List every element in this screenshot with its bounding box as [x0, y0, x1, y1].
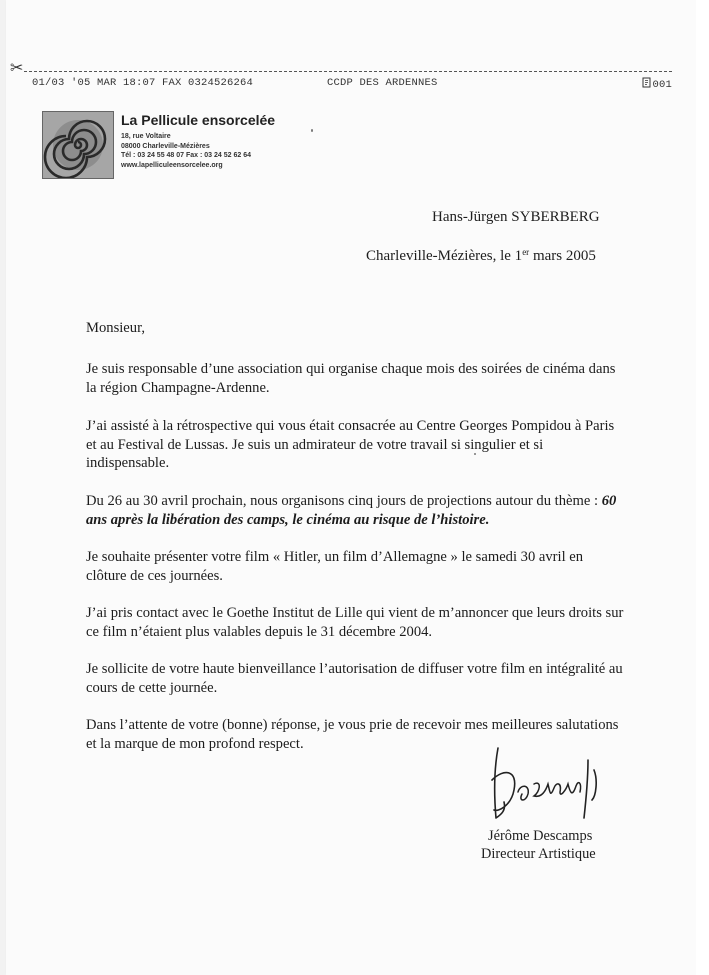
- paragraph-goethe-institut: J’ai pris contact avec le Goethe Institut de Lille qui vient de m’annoncer que leurs droits sur ce film n’étaient plus valables depuis le 31 décembre 2004.: [86, 605, 624, 640]
- organization-phone-fax: Tél : 03 24 55 48 07 Fax : 03 24 52 62 64: [121, 152, 251, 160]
- paragraph-festival-theme: [86, 492, 626, 529]
- dateline-superscript: er: [522, 247, 530, 257]
- fax-header-left: 01/03 '05 MAR 18:07 FAX 0324526264: [32, 77, 254, 89]
- paragraph-closing: Dans l’attente de votre (bonne) réponse, je vous prie de recevoir mes meilleures salutations et la marque de mon profond respect.: [86, 717, 619, 752]
- paragraph-association: Je suis responsable d’une association qui organise chaque mois des soirées de cinéma dans la région Champagne-Ardenne.: [86, 361, 616, 396]
- recipient-name: Hans-Jürgen SYBERBERG: [432, 209, 600, 225]
- scan-speck: [311, 129, 313, 132]
- fax-header-right: [642, 77, 672, 91]
- organization-logo: [42, 111, 114, 179]
- dateline-prefix: Charleville-Mézières, le 1: [366, 248, 523, 264]
- letterhead: [121, 112, 275, 170]
- fax-cut-line: [24, 71, 672, 72]
- signatory-name: Jérôme Descamps: [488, 828, 593, 844]
- organization-name: La Pellicule ensorcelée: [121, 112, 276, 128]
- theme-intro: Du 26 au 30 avril prochain, nous organisons cinq jours de projections autour du thème :: [86, 493, 602, 509]
- organization-city: 08000 Charleville-Mézières: [121, 142, 210, 150]
- fax-header: [32, 77, 672, 93]
- spiral-film-reel-icon: [43, 112, 113, 178]
- paragraph-authorization: Je sollicite de votre haute bienveillance l’autorisation de diffuser votre film en intégralité au cours de cette journée.: [86, 661, 623, 696]
- scissors-icon: ✂: [10, 58, 24, 77]
- fax-page-number: 001: [652, 79, 672, 91]
- page-edge-right: [696, 0, 709, 975]
- page-icon: [642, 77, 652, 88]
- theme-title: 60 ans après la libération des camps, le cinéma au risque de l’histoire.: [86, 493, 617, 528]
- fax-header-center: CCDP DES ARDENNES: [327, 77, 438, 89]
- salutation: Monsieur,: [86, 320, 146, 336]
- organization-website: www.lapelliculeensorcelee.org: [121, 161, 223, 169]
- signatory-title: Directeur Artistique: [481, 846, 596, 862]
- handwritten-signature: [484, 740, 609, 830]
- letter-dateline: [366, 247, 596, 265]
- paragraph-film-request: Je souhaite présenter votre film « Hitler, un film d’Allemagne » le samedi 30 avril en clôture de ces journées.: [86, 549, 584, 584]
- dateline-suffix: mars 2005: [529, 248, 596, 264]
- paragraph-retrospective: J’ai assisté à la rétrospective qui vous était consacrée au Centre Georges Pompidou à Paris et au Festival de Lussas. Je suis un admirateur de votre travail si singulier et si indispensable.: [86, 418, 615, 471]
- organization-street: 18, rue Voltaire: [121, 133, 171, 140]
- scan-speck: [474, 453, 476, 455]
